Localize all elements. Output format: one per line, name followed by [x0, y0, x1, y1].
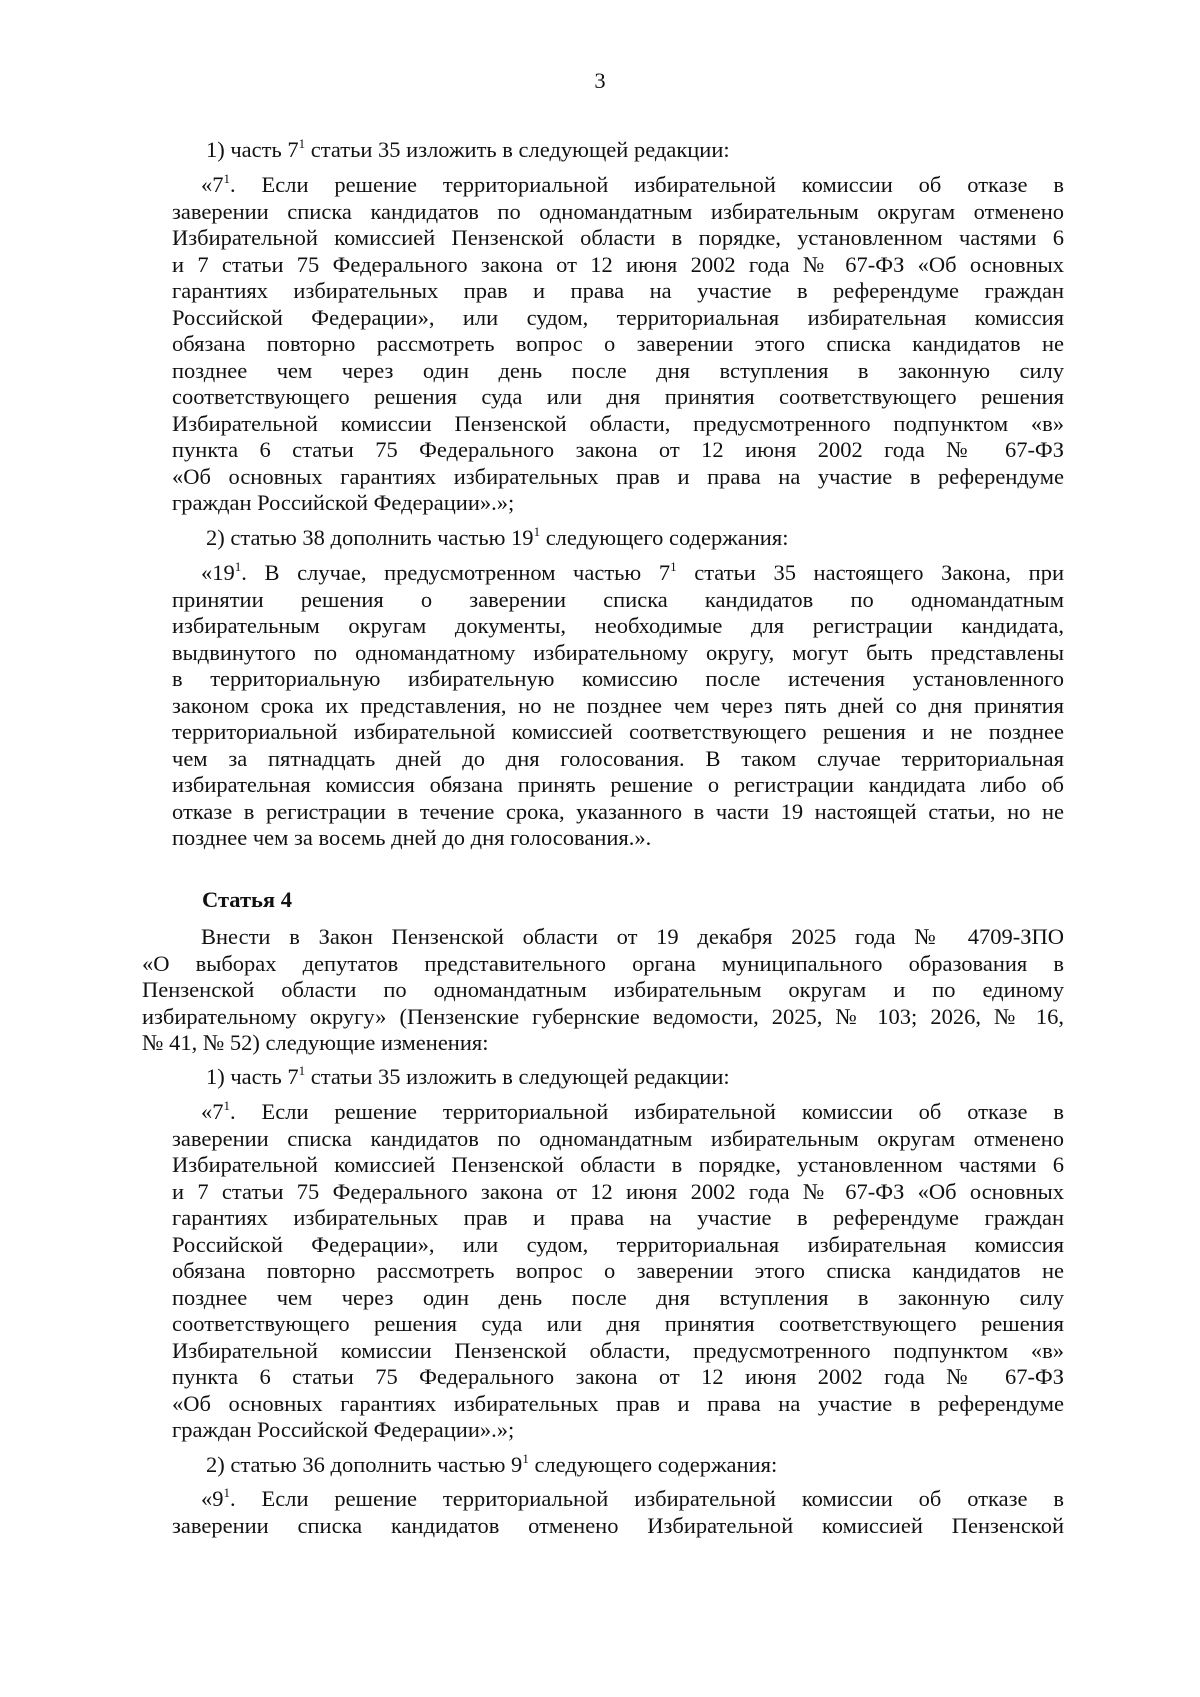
art3-quote1-line: Избирательной комиссией Пензенской области в порядке, установленном частями 6: [172, 225, 1064, 250]
art4-intro-line: избирательному округу» (Пензенские губернские ведомости, 2025, № 103; 2026, № 16,: [142, 1003, 1064, 1029]
art4-quote1-line: соответствующего решения суда или дня принятия соответствующего решения: [172, 1311, 1064, 1336]
art4-quote2-line: заверении списка кандидатов отменено Избирательной комиссией Пензенской: [172, 1512, 1064, 1538]
art3-quote1-line: граждан Российской Федерации».»;: [172, 490, 515, 515]
art3-item2: 2) статью 38 дополнить частью $19^1$ следующего содержания:: [206, 524, 789, 550]
art4-quote1-line: «$7^1$. Если решение территориальной избирательной комиссии об отказе в: [201, 1098, 1064, 1124]
art4-item1: 1) часть $7^1$ статьи 35 изложить в следующей редакции:: [206, 1063, 730, 1089]
art3-quote2-line: позднее чем за восемь дней до дня голосования.».: [172, 825, 652, 850]
art4-quote1-line: Избирательной комиссией Пензенской области в порядке, установленном частями 6: [172, 1152, 1064, 1177]
art3-quote2-line: законом срока их представления, но не позднее чем через пять дней со дня принятия: [172, 692, 1064, 718]
art3-quote2-line: отказе в регистрации в течение срока, указанного в части 19 настоящей статьи, но не: [172, 798, 1064, 824]
art3-quote2-line: избирательная комиссия обязана принять решение о регистрации кандидата либо об: [172, 772, 1064, 797]
art3-quote2-line: принятии решения о заверении списка кандидатов по одномандатным: [172, 586, 1064, 612]
art4-quote1-line: обязана повторно рассмотреть вопрос о заверении этого списка кандидатов не: [172, 1258, 1064, 1283]
art3-quote1-line: обязана повторно рассмотреть вопрос о заверении этого списка кандидатов не: [172, 331, 1064, 356]
art3-quote1-line: Российской Федерации», или судом, территориальная избирательная комиссия: [172, 304, 1064, 330]
art3-quote1-line: соответствующего решения суда или дня принятия соответствующего решения: [172, 384, 1064, 409]
art4-intro-line: № 41, № 52) следующие изменения:: [142, 1030, 489, 1055]
art3-quote2-line: территориальной избирательной комиссией соответствующего решения и не позднее: [172, 719, 1064, 744]
art4-intro-line: Пензенской области по одномандатным избирательным округам и по единому: [142, 977, 1064, 1002]
art3-quote1-line: пункта 6 статьи 75 Федерального закона от 12 июня 2002 года № 67-ФЗ: [172, 437, 1064, 462]
art4-quote1-line: заверении списка кандидатов по одномандатным избирательным округам отменено: [172, 1125, 1064, 1151]
art3-quote1-line: и 7 статьи 75 Федерального закона от 12 июня 2002 года № 67-ФЗ «Об основных: [172, 251, 1064, 277]
art4-quote1-line: «Об основных гарантиях избирательных прав и права на участие в референдуме: [172, 1390, 1064, 1416]
art3-quote1-line: «$7^1$. Если решение территориальной избирательной комиссии об отказе в: [201, 171, 1064, 197]
art3-quote1-line: гарантиях избирательных прав и права на участие в референдуме граждан: [172, 278, 1064, 303]
art3-quote2-line: чем за пятнадцать дней до дня голосования. В таком случае территориальная: [172, 745, 1064, 771]
art3-quote2-line: в территориальную избирательную комиссию после истечения установленного: [172, 666, 1064, 691]
art4-quote1-line: гарантиях избирательных прав и права на участие в референдуме граждан: [172, 1205, 1064, 1230]
art4-quote1-line: позднее чем через один день после дня вступления в законную силу: [172, 1284, 1064, 1310]
art4-quote1-line: Российской Федерации», или судом, территориальная избирательная комиссия: [172, 1231, 1064, 1257]
art4-intro-line: Внести в Закон Пензенской области от 19 декабря 2025 года № 4709-ЗПО: [201, 924, 1064, 949]
art3-quote1-line: позднее чем через один день после дня вступления в законную силу: [172, 357, 1064, 383]
art3-quote2-line: избирательным округам документы, необходимые для регистрации кандидата,: [172, 613, 1064, 638]
art3-item1: 1) часть $7^1$ статьи 35 изложить в следующей редакции:: [206, 136, 730, 162]
art4-intro-line: «О выборах депутатов представительного органа муниципального образования в: [142, 950, 1064, 976]
art3-quote1-line: «Об основных гарантиях избирательных прав и права на участие в референдуме: [172, 463, 1064, 489]
art4-quote1-line: пункта 6 статьи 75 Федерального закона от 12 июня 2002 года № 67-ФЗ: [172, 1364, 1064, 1389]
art4-item2: 2) статью 36 дополнить частью $9^1$ следующего содержания:: [206, 1451, 778, 1477]
page-number: 3: [594, 68, 606, 93]
art3-quote1-line: заверении списка кандидатов по одномандатным избирательным округам отменено: [172, 198, 1064, 224]
art4-quote1-line: и 7 статьи 75 Федерального закона от 12 июня 2002 года № 67-ФЗ «Об основных: [172, 1178, 1064, 1204]
art3-quote1-line: Избирательной комиссии Пензенской области, предусмотренного подпунктом «в»: [172, 410, 1064, 436]
art3-quote2-line: выдвинутого по одномандатному избирательному округу, могут быть представлены: [172, 639, 1064, 665]
art3-quote2-line: «$19^1$. В случае, предусмотренном частью $7^1$ статьи 35 настоящего Закона, при: [201, 559, 1064, 585]
art4-quote1-line: граждан Российской Федерации».»;: [172, 1417, 515, 1442]
art4-quote2-line: «$9^1$. Если решение территориальной избирательной комиссии об отказе в: [201, 1485, 1064, 1511]
article-heading: Статья 4: [202, 887, 292, 912]
art4-quote1-line: Избирательной комиссии Пензенской области, предусмотренного подпунктом «в»: [172, 1337, 1064, 1363]
